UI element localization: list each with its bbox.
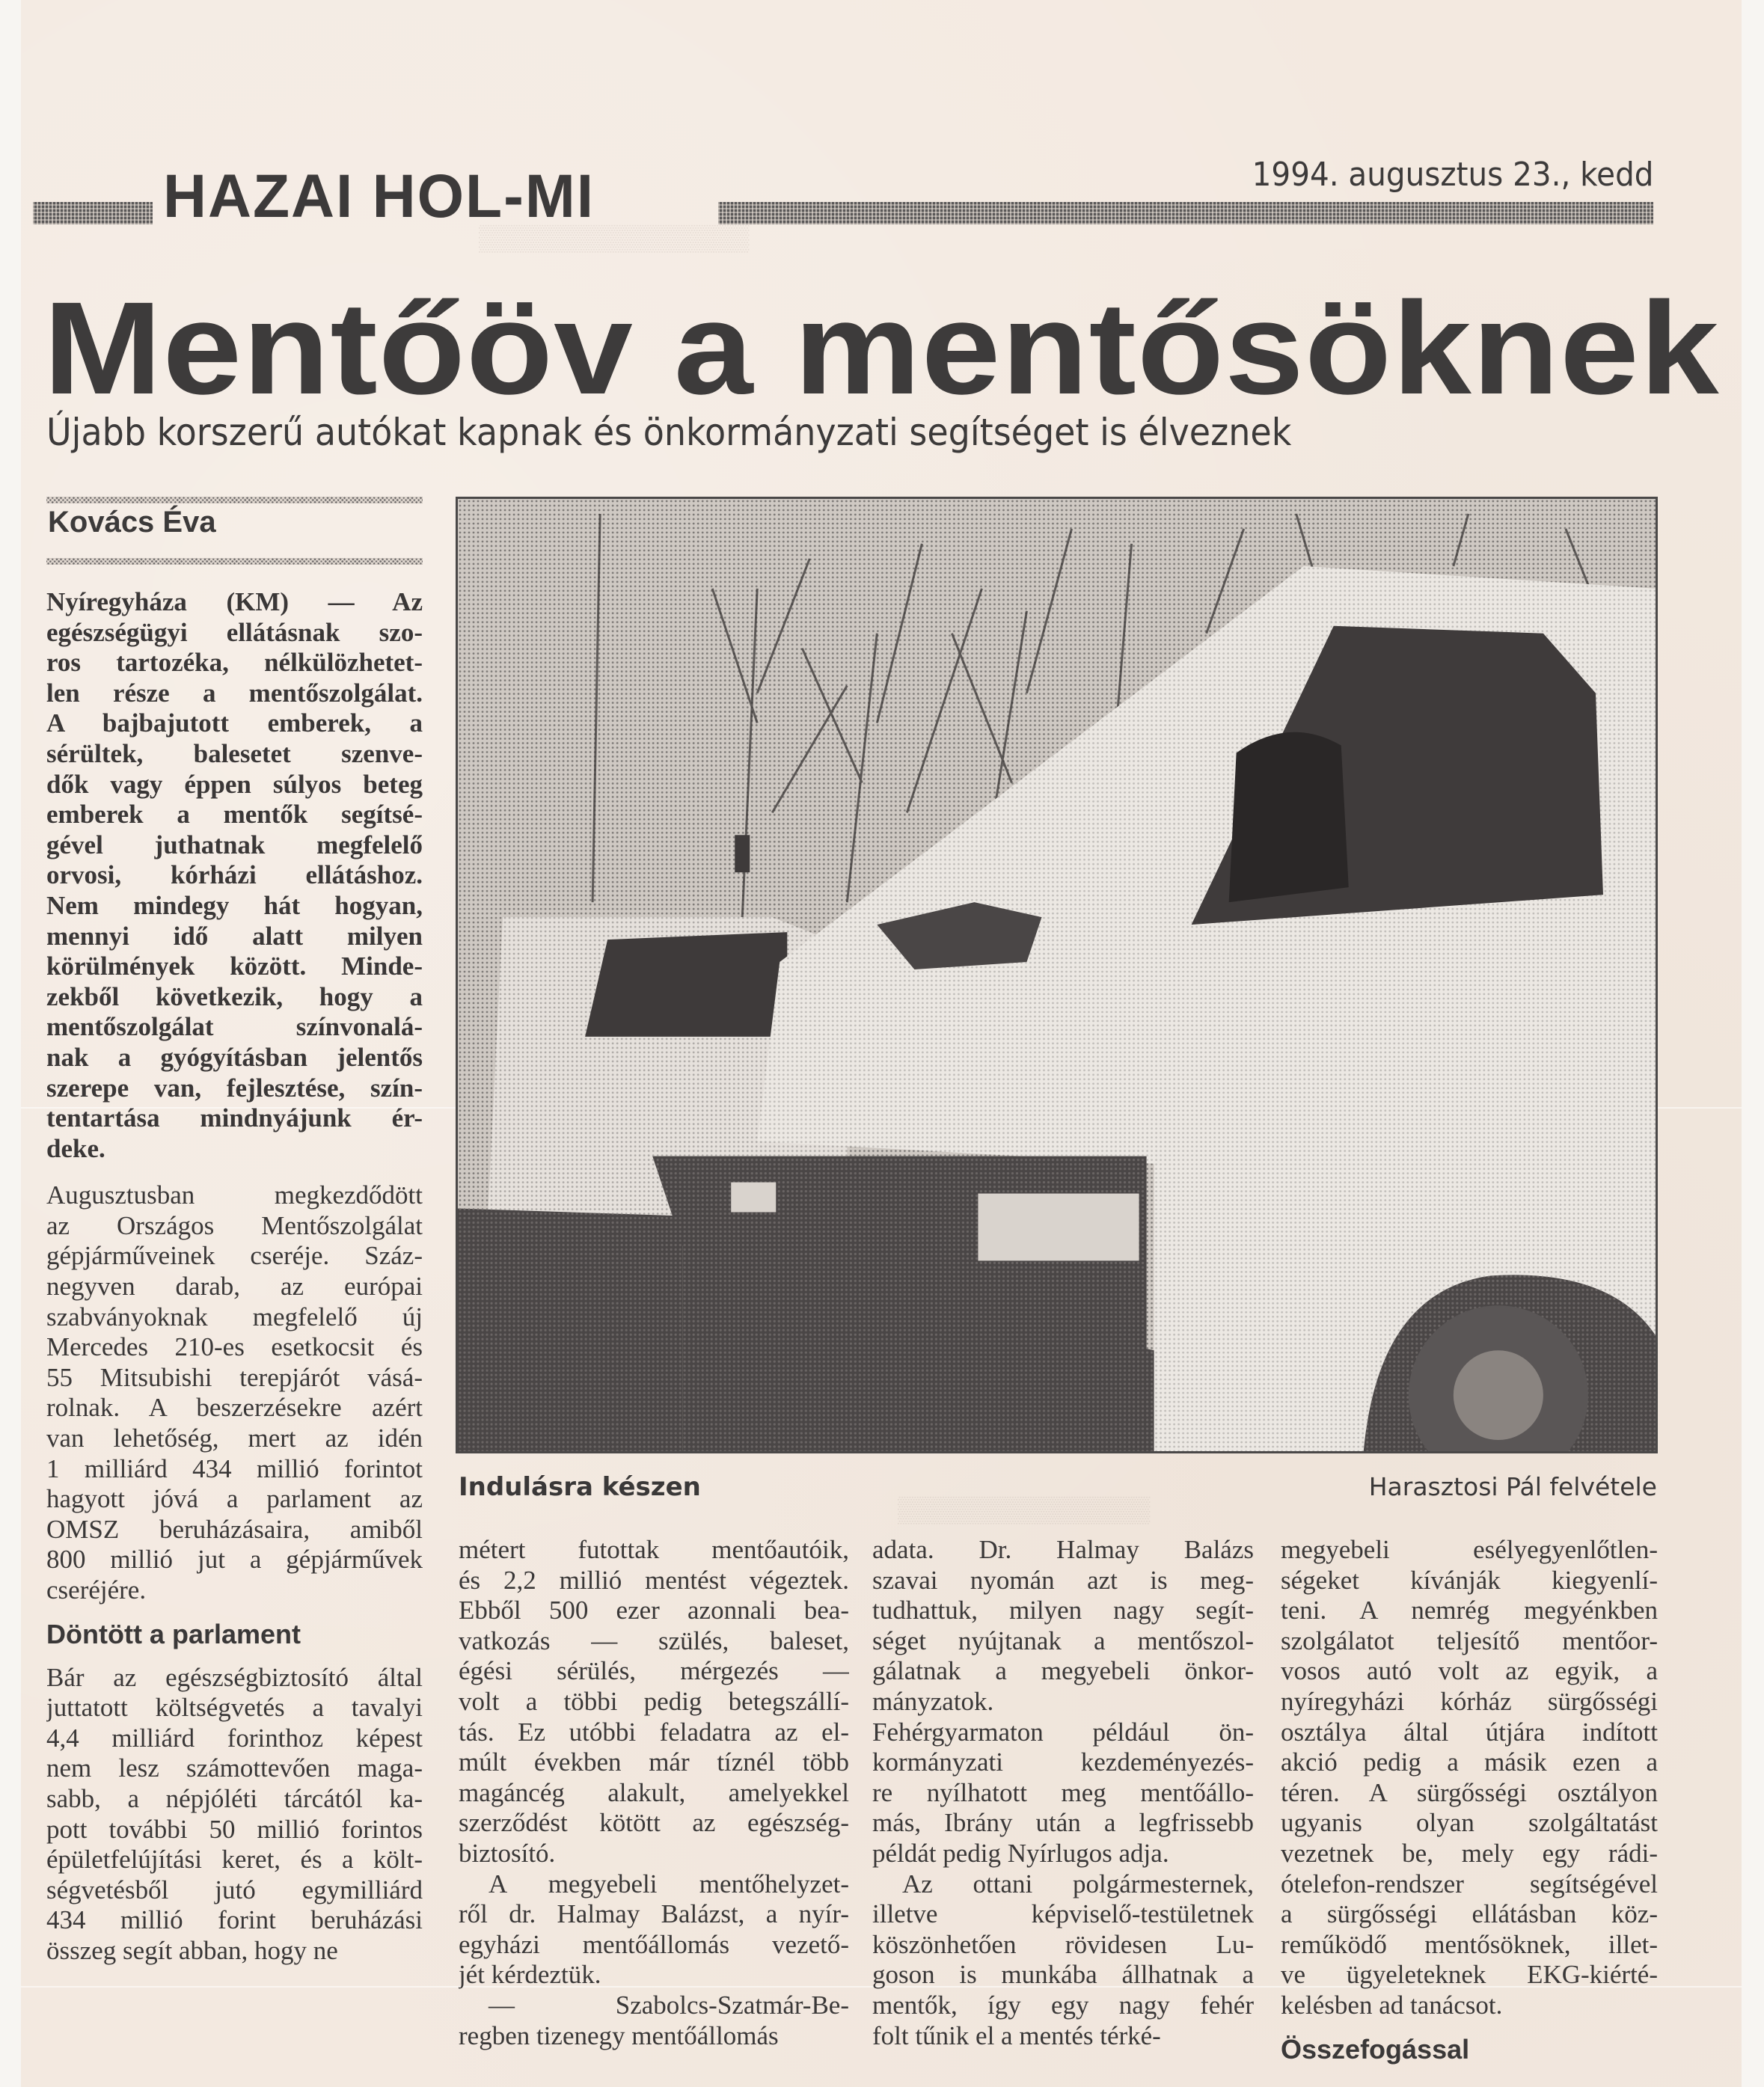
text-line: Fehérgyarmaton például ön- xyxy=(872,1717,1254,1747)
article-subheading: Döntött a parlament xyxy=(46,1618,301,1649)
text-line: mentőszolgálat színvonalá- xyxy=(46,1012,423,1042)
text-line: métert futottak mentőautóik, xyxy=(459,1535,849,1564)
text-line: a sürgősségi ellátásban köz- xyxy=(1281,1899,1658,1929)
text-line: cseréjére. xyxy=(46,1575,147,1605)
body-paragraph xyxy=(46,1180,423,1605)
text-line: vezetnek be, mely egy rádi- xyxy=(1281,1838,1658,1868)
article-headline: Mentőöv a mentősöknek xyxy=(43,275,1720,422)
text-line: sabb, a népjóléti tárcától ka- xyxy=(46,1783,423,1813)
text-line: re nyílhatott meg mentőállo- xyxy=(872,1777,1254,1807)
text-line: ségvetésből jutó egymilliárd xyxy=(46,1875,423,1904)
text-line: Nyíregyháza (KM) — Az xyxy=(46,587,423,616)
text-line: szolgálatot teljesítő mentőor- xyxy=(1281,1625,1658,1655)
text-line: és 2,2 millió mentést végeztek. xyxy=(459,1565,849,1595)
text-line: — Szabolcs-Szatmár-Be- xyxy=(489,1990,849,2020)
photo-caption: Indulásra készen xyxy=(459,1472,701,1502)
text-line: vosos autó volt az egyik, a xyxy=(1281,1656,1658,1686)
text-line: ve ügyeleteknek EKG-kiérté- xyxy=(1281,1960,1658,1990)
article-subheading: Összefogással xyxy=(1281,2033,1470,2065)
text-line: A bajbajutott emberek, a xyxy=(46,708,423,738)
text-line: illetve képviselő-testületnek xyxy=(872,1899,1254,1929)
text-line: juttatott költségvetés a tavalyi xyxy=(46,1693,423,1723)
text-line: adata. Dr. Halmay Balázs xyxy=(872,1535,1254,1564)
article-column-1 xyxy=(46,587,423,1967)
text-line: jét kérdeztük. xyxy=(459,1960,601,1990)
text-line: mentők, így egy nagy fehér xyxy=(872,1990,1254,2020)
text-line: múlt években már tíznél több xyxy=(459,1747,849,1777)
body-paragraph xyxy=(459,1991,849,2051)
text-line: Nem mindegy hát hogyan, xyxy=(46,890,423,920)
byline-rule-bottom xyxy=(46,558,423,565)
text-line: Az ottani polgármesternek, xyxy=(902,1869,1254,1898)
text-line: ótelefon-rendszer segítségével xyxy=(1281,1869,1658,1898)
article-column-2 xyxy=(459,1535,849,2051)
lead-paragraph xyxy=(46,587,423,1164)
photo-credit: Harasztosi Pál felvétele xyxy=(1368,1472,1657,1501)
article-subheadline: Újabb korszerű autókat kapnak és önkormányzati segítséget is élveznek xyxy=(46,411,1292,454)
ambulance-photo-illustration xyxy=(458,499,1656,1451)
body-paragraph xyxy=(872,1535,1254,1717)
text-line: 4,4 milliárd forinthoz képest xyxy=(46,1723,423,1753)
text-line: gépjárműveinek cseréje. Száz- xyxy=(46,1241,423,1271)
text-line: negyven darab, az európai xyxy=(46,1272,423,1302)
text-line: Mercedes 210-es esetkocsit és xyxy=(46,1332,423,1362)
body-paragraph xyxy=(459,1869,849,1991)
text-line: egészségügyi ellátásnak szo- xyxy=(46,617,423,647)
text-line: 55 Mitsubishi terepjárót vásá- xyxy=(46,1362,423,1392)
text-line: példát pedig Nyírlugos adja. xyxy=(872,1838,1169,1868)
text-line: akció pedig a másik ezen a xyxy=(1281,1747,1658,1777)
text-line: pott további 50 millió forintos xyxy=(46,1814,423,1844)
text-line: szabványoknak megfelelő új xyxy=(46,1302,423,1331)
text-line: reműködő mentősöknek, illet- xyxy=(1281,1929,1658,1959)
text-line: volt a többi pedig betegszállí- xyxy=(459,1686,849,1716)
text-line: szerződést kötött az egészség- xyxy=(459,1808,849,1838)
text-line: tás. Ez utóbbi feladatra az el- xyxy=(459,1717,849,1747)
byline: Kovács Éva xyxy=(48,506,216,539)
text-line: egyházi mentőállomás vezető- xyxy=(459,1929,849,1959)
article-photo xyxy=(456,497,1658,1453)
body-paragraph xyxy=(459,1535,849,1869)
text-line: az Országos Mentőszolgálat xyxy=(46,1210,423,1240)
text-line: vatkozás — szülés, baleset, xyxy=(459,1625,849,1655)
body-paragraph xyxy=(46,1663,423,1967)
text-line: épületfelújítási keret, és a költ- xyxy=(46,1845,423,1875)
text-line: ros tartozéka, nélkülözhetet- xyxy=(46,648,423,678)
text-line: szavai nyomán azt is meg- xyxy=(872,1565,1254,1595)
text-line: kormányzati kezdeményezés- xyxy=(872,1747,1254,1777)
text-line: séget nyújtanak a mentőszol- xyxy=(872,1625,1254,1655)
text-line: emberek a mentők segítsé- xyxy=(46,800,423,830)
text-line: ről dr. Halmay Balázst, a nyír- xyxy=(459,1899,849,1929)
text-line: nem lesz számottevően maga- xyxy=(46,1753,423,1783)
text-line: sérültek, balesetet szenve- xyxy=(46,738,423,768)
text-line: orvosi, kórházi ellátáshoz. xyxy=(46,860,423,890)
text-line: goson is munkába állhatnak a xyxy=(872,1960,1254,1990)
text-line: összeg segít abban, hogy ne xyxy=(46,1935,338,1965)
text-line: Augusztusban megkezdődött xyxy=(46,1180,423,1210)
publication-date: 1994. augusztus 23., kedd xyxy=(1252,156,1653,194)
text-line: körülmények között. Minde- xyxy=(46,951,423,981)
text-line: Ebből 500 ezer azonnali bea- xyxy=(459,1596,849,1625)
text-line: magáncég alakult, amelyekkel xyxy=(459,1777,849,1807)
text-line: folt tűnik el a mentés térké- xyxy=(872,2020,1161,2050)
article-column-4 xyxy=(1281,1535,1658,2078)
body-paragraph xyxy=(872,1869,1254,2052)
text-line: ugyanis olyan szolgáltatást xyxy=(1281,1808,1658,1838)
text-line: teni. A nemrég megyénkben xyxy=(1281,1596,1658,1625)
text-line: dők vagy éppen súlyos beteg xyxy=(46,769,423,799)
body-paragraph xyxy=(1281,1535,1658,2021)
text-line: nak a gyógyításban jelentős xyxy=(46,1042,423,1072)
text-line: deke. xyxy=(46,1133,105,1163)
text-line: zekből következik, hogy a xyxy=(46,981,423,1011)
text-line: égési sérülés, mérgezés — xyxy=(459,1656,849,1686)
section-name: HAZAI HOL-MI xyxy=(163,162,595,230)
text-line: rolnak. A beszerzésekre azért xyxy=(46,1393,423,1423)
text-line: ségeket kívánják kiegyenlí- xyxy=(1281,1565,1658,1595)
text-line: más, Ibrány után a legfrissebb xyxy=(872,1808,1254,1838)
text-line: len része a mentőszolgálat. xyxy=(46,678,423,708)
body-paragraph xyxy=(872,1717,1254,1869)
text-line: megyebeli esélyegyenlőtlen- xyxy=(1281,1535,1658,1564)
text-line: szerepe van, fejlesztése, szín- xyxy=(46,1073,423,1103)
text-line: nyíregyházi kórház sürgősségi xyxy=(1281,1686,1658,1716)
text-line: 800 millió jut a gépjárművek xyxy=(46,1545,423,1575)
text-line: 1 milliárd 434 millió forintot xyxy=(46,1453,423,1483)
byline-rule-top xyxy=(46,497,423,503)
text-line: OMSZ beruházásaira, amiből xyxy=(46,1514,423,1544)
text-line: gálatnak a megyebeli önkor- xyxy=(872,1656,1254,1686)
bleed-through-text: ▒▒▒▒▒▒▒▒▒▒▒▒▒▒ xyxy=(898,1496,1151,1524)
text-line: Bár az egészségbiztosító által xyxy=(46,1662,423,1692)
text-line: mányzatok. xyxy=(872,1686,994,1716)
text-line: köszönhetően rövidesen Lu- xyxy=(872,1929,1254,1959)
text-line: gével juthatnak megfelelő xyxy=(46,830,423,859)
text-line: A megyebeli mentőhelyzet- xyxy=(489,1869,849,1898)
section-rule-right xyxy=(718,202,1653,224)
article-column-3 xyxy=(872,1535,1254,2051)
text-line: 434 millió forint beruházási xyxy=(46,1905,423,1935)
text-line: téren. A sürgősségi osztályon xyxy=(1281,1777,1658,1807)
text-line: osztálya által útjára indított xyxy=(1281,1717,1658,1747)
text-line: mennyi idő alatt milyen xyxy=(46,921,423,951)
text-line: biztosító. xyxy=(459,1838,556,1868)
text-line: regben tizenegy mentőállomás xyxy=(459,2020,779,2050)
text-line: kelésben ad tanácsot. xyxy=(1281,1990,1503,2020)
text-line: hagyott jóvá a parlament az xyxy=(46,1484,423,1514)
text-line: tudhattuk, milyen nagy segít- xyxy=(872,1596,1254,1625)
text-line: tentartása mindnyájunk ér- xyxy=(46,1103,423,1133)
text-line: van lehetőség, mert az idén xyxy=(46,1423,423,1453)
section-rule-left xyxy=(33,202,153,224)
bleed-through-text: ▒▒▒▒▒▒▒▒▒▒▒▒▒▒▒ xyxy=(479,224,750,252)
